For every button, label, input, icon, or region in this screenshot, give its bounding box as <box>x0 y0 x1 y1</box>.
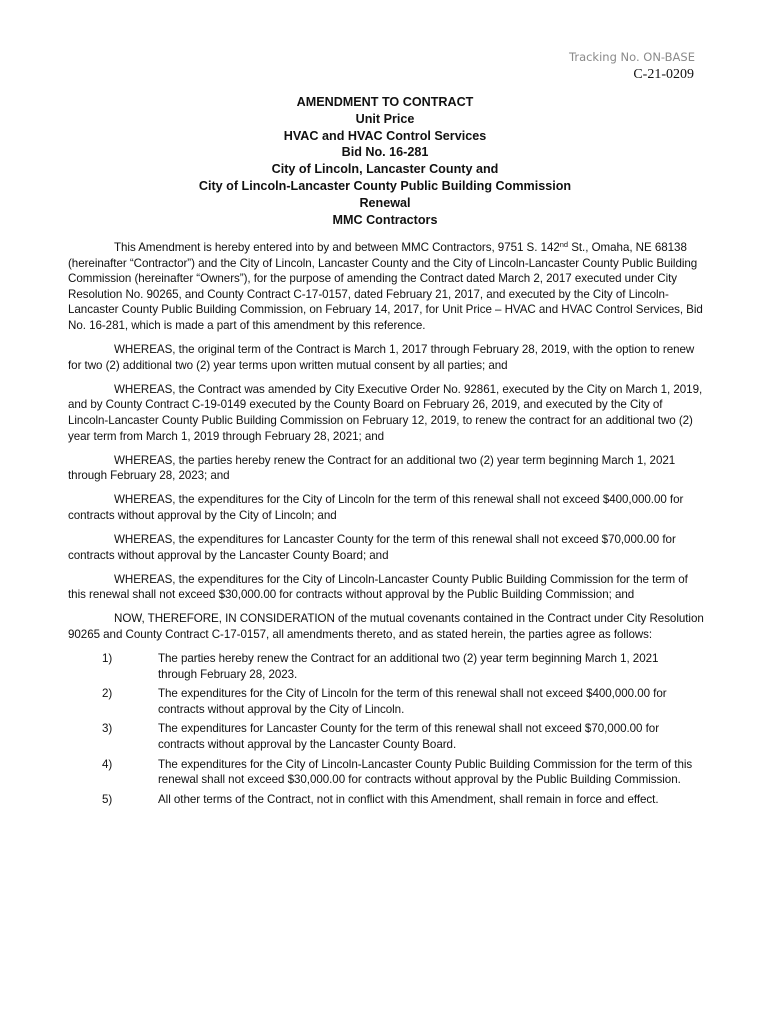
whereas-paragraph: WHEREAS, the expenditures for the City of Lincoln-Lancaster County Public Building Commission for the term of this renewal shall not exceed $30,000.00 for contracts without approval by the Public Building Commission; and <box>68 572 688 602</box>
title-line: Renewal <box>359 195 411 210</box>
title-line: AMENDMENT TO CONTRACT <box>296 95 474 109</box>
whereas-paragraph: WHEREAS, the expenditures for Lancaster County for the term of this renewal shall not exceed $70,000.00 for contracts without approval by the Lancaster County Board; and <box>68 533 676 562</box>
list-item: 5) All other terms of the Contract, not in conflict with this Amendment, shall remain in force and effect. <box>102 792 659 806</box>
list-item: 4) The expenditures for the City of Lincoln-Lancaster County Public Building Commission for the term of this renewal shall not exceed $30,000.00 for contracts without approval by the Public Building Commission. <box>102 757 693 787</box>
title-line: Unit Price <box>355 111 415 126</box>
contract-number: C-21-0209 <box>633 67 694 82</box>
title-line: City of Lincoln-Lancaster County Public Building Commission <box>198 178 572 193</box>
title-line: MMC Contractors <box>332 212 438 227</box>
tracking-number: Tracking No. ON-BASE <box>569 50 695 64</box>
document-body <box>68 240 704 811</box>
whereas-paragraph: WHEREAS, the parties hereby renew the Contract for an additional two (2) year term beginning March 1, 2021 through February 28, 2023; and <box>68 453 676 483</box>
whereas-paragraph: WHEREAS, the Contract was amended by City Executive Order No. 92861, executed by the City on March 1, 2019, and by County Contract C-19-0149 executed by the County Board on February 26, 2019, and executed by the City of Lincoln-Lancaster County Public Building Commission on February 12, 2019, to renew the contract for an additional two (2) year term from March 1, 2019 through February 28, 2021; and <box>68 382 703 443</box>
title-line: Bid No. 16-281 <box>341 145 429 160</box>
document-title-block <box>0 94 770 228</box>
list-item: 3) The expenditures for Lancaster County for the term of this renewal shall not exceed $70,000.00 for contracts without approval by the Lancaster County Board. <box>102 722 660 752</box>
intro-paragraph: This Amendment is hereby entered into by and between MMC Contractors, 9751 S. 142nd St., Omaha, NE 68138 (hereinafter “Contractor”) and the City of Lincoln, Lancaster County and the City of Lincoln-Lancaster County Public Building Commission (hereinafter “Owners”), for the purpose of amending the Contract dated March 2, 2017 executed under City Resolution No. 90265, and County Contract C-17-0157, dated February 21, 2017, and executed by the City of Lincoln-Lancaster County Public Building Commission, on February 14, 2017, for Unit Price – HVAC and HVAC Control Services, Bid No. 16-281, which is made a part of this amendment by this reference. <box>68 240 703 332</box>
now-therefore-paragraph: NOW, THEREFORE, IN CONSIDERATION of the mutual covenants contained in the Contract under City Resolution 90265 and County Contract C-17-0157, all amendments thereto, and as stated herein, the parties agree as follows: <box>68 612 704 641</box>
title-line: HVAC and HVAC Control Services <box>283 128 487 143</box>
title-line: City of Lincoln, Lancaster County and <box>271 162 499 177</box>
whereas-paragraph: WHEREAS, the original term of the Contract is March 1, 2017 through February 28, 2019, with the option to renew for two (2) additional two (2) year terms upon written mutual consent by all parties; and <box>68 343 695 372</box>
whereas-paragraph: WHEREAS, the expenditures for the City of Lincoln for the term of this renewal shall not exceed $400,000.00 for contracts without approval by the City of Lincoln; and <box>68 493 684 522</box>
list-item: 1) The parties hereby renew the Contract for an additional two (2) year term beginning March 1, 2021 through February 28, 2023. <box>102 652 659 681</box>
list-item: 2) The expenditures for the City of Lincoln for the term of this renewal shall not exceed $400,000.00 for contracts without approval by the City of Lincoln. <box>102 687 667 716</box>
amendment-items-list <box>68 651 704 807</box>
